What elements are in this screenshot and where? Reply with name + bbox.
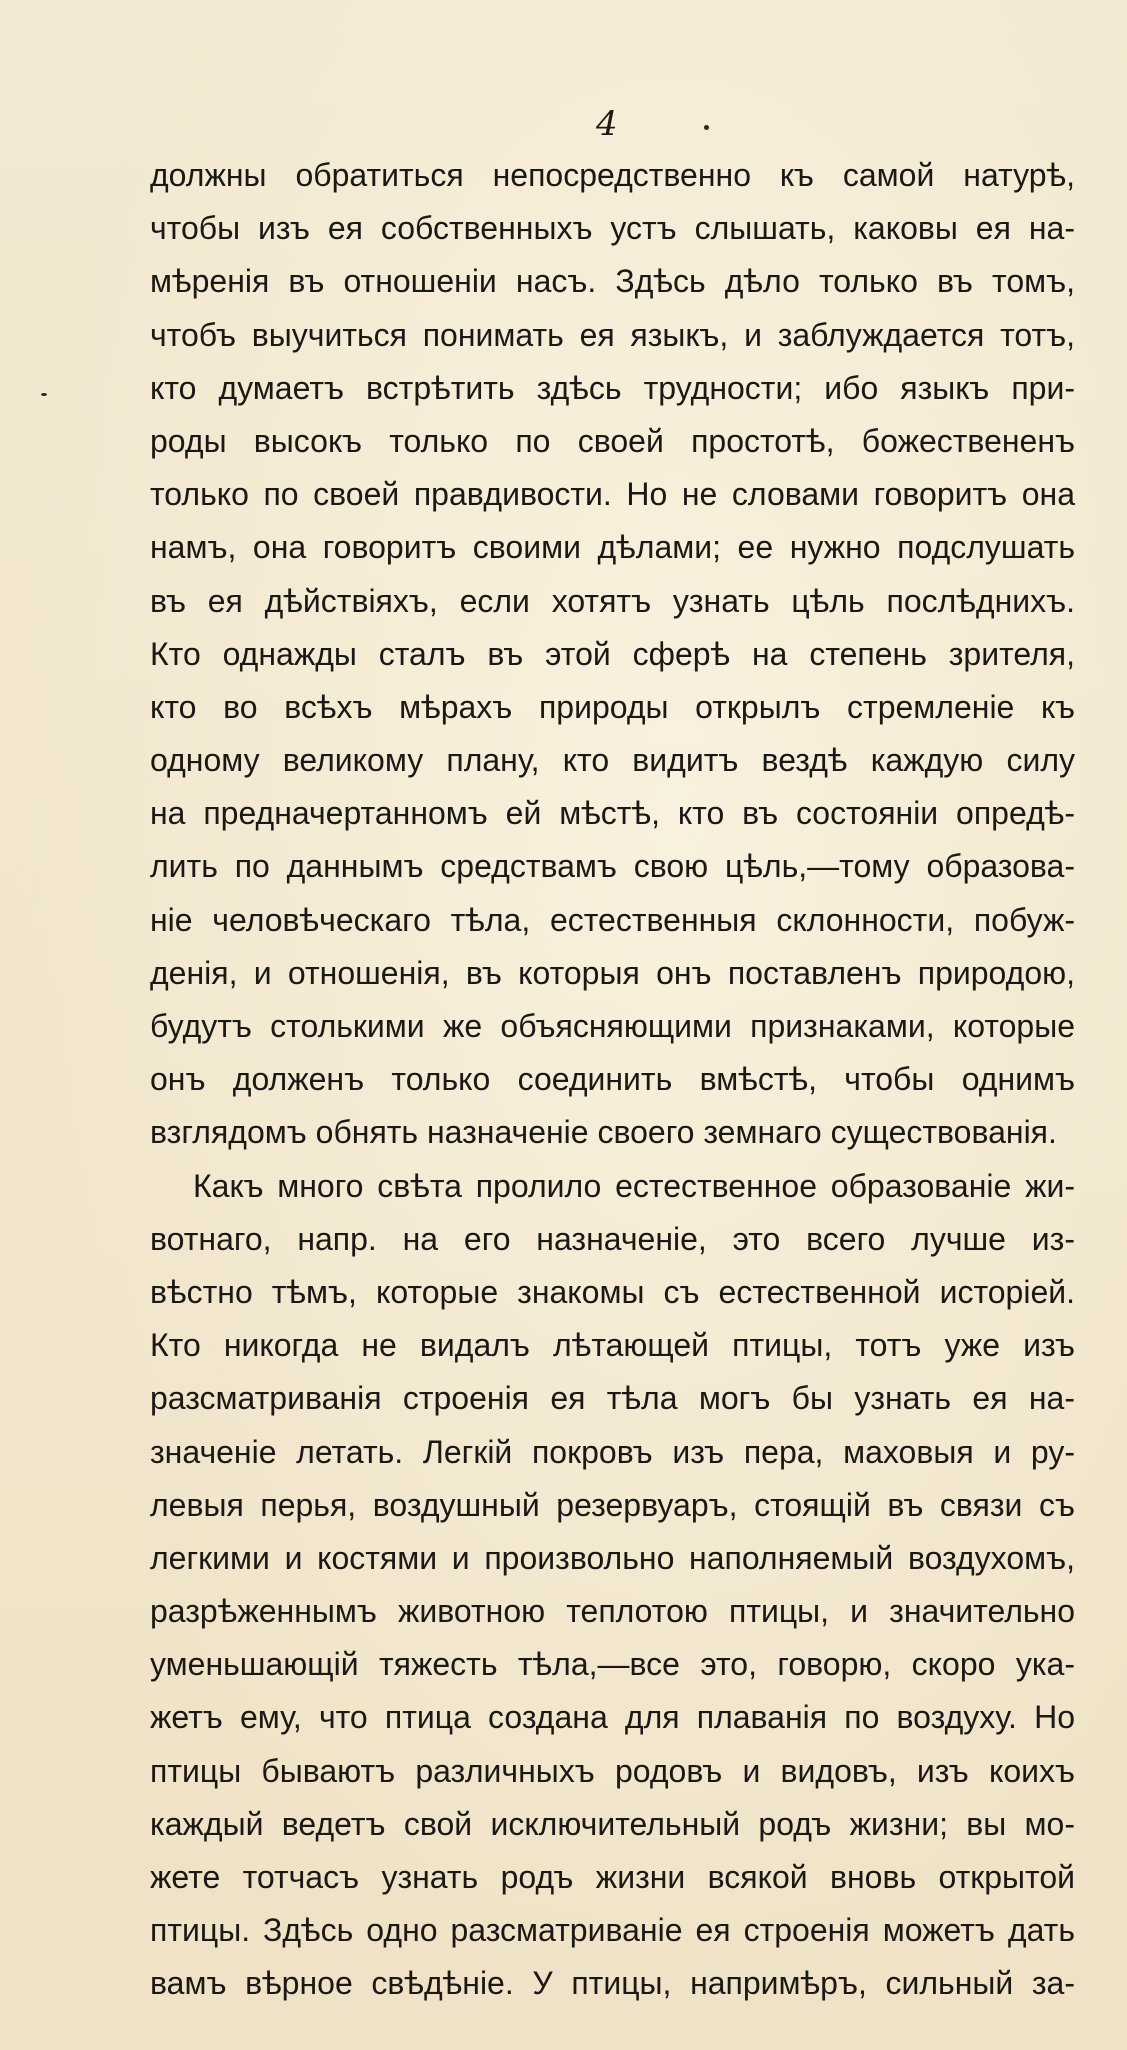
text-line: каждый ведетъ свой исключительный родъ жизни; вы мо- (150, 1805, 1075, 1842)
text-line: чтобъ выучиться понимать ея языкъ, и заблуждается тотъ, (150, 316, 1075, 353)
text-line: птицы бываютъ различныхъ родовъ и видовъ, изъ коихъ (150, 1752, 1075, 1789)
text-line: кто во всѣхъ мѣрахъ природы открылъ стремленіе къ (150, 688, 1075, 725)
text-line: Кто никогда не видалъ лѣтающей птицы, тотъ уже изъ (150, 1327, 1075, 1364)
text-line: легкими и костями и произвольно наполняемый воздухомъ, (150, 1539, 1075, 1576)
text-line: Кто однажды сталъ въ этой сферѣ на степень зрителя, (150, 635, 1075, 672)
text-line: чтобы изъ ея собственныхъ устъ слышать, каковы ея на- (150, 210, 1075, 247)
text-line: будутъ столькими же объясняющими признаками, которые (150, 1008, 1075, 1044)
text-line: жете тотчасъ узнать родъ жизни всякой вновь открытой (150, 1859, 1075, 1895)
text-line: вамъ вѣрное свѣдѣніе. У птицы, напримѣръ, сильный за- (150, 1965, 1075, 2002)
text-line: птицы. Здѣсь одно разсматриваніе ея строенія можетъ дать (150, 1912, 1075, 1949)
text-line: мѣренія въ отношеніи насъ. Здѣсь дѣло только въ томъ, (150, 263, 1075, 300)
text-line: жетъ ему, что птица создана для плаванія по воздуху. Но (150, 1699, 1075, 1736)
text-line: намъ, она говоритъ своими дѣлами; ее нужно подслушать (150, 529, 1075, 566)
text-line: денія, и отношенія, въ которыя онъ поставленъ природою, (150, 954, 1075, 991)
body-text (150, 149, 1075, 2011)
text-line: разсматриванія строенія ея тѣла могъ бы узнать ея на- (150, 1380, 1075, 1417)
ink-speck (41, 393, 47, 396)
ink-speck (704, 125, 709, 130)
text-line: вѣстно тѣмъ, которые знакомы съ естественной исторіей. (150, 1273, 1075, 1310)
text-line: онъ долженъ только соединить вмѣстѣ, чтобы однимъ (150, 1061, 1075, 1098)
text-line: одному великому плану, кто видитъ вездѣ каждую силу (150, 742, 1075, 779)
text-line: на предначертанномъ ей мѣстѣ, кто въ состояніи опредѣ- (150, 795, 1075, 832)
text-line: только по своей правдивости. Но не словами говоритъ она (150, 476, 1075, 513)
text-line: взглядомъ обнять назначеніе своего земнаго существованія. (150, 1114, 1057, 1151)
text-line: роды высокъ только по своей простотѣ, божествененъ (150, 422, 1075, 459)
text-line: Какъ много свѣта пролило естественное образованіе жи- (193, 1167, 1075, 1204)
page-number: 4 (596, 104, 618, 144)
text-line: значеніе летать. Легкій покровъ изъ пера, маховыя и ру- (150, 1433, 1075, 1470)
text-line: кто думаетъ встрѣтить здѣсь трудности; ибо языкъ при- (150, 369, 1075, 406)
text-line: разрѣженнымъ животною теплотою птицы, и значительно (150, 1593, 1075, 1630)
text-line: уменьшающій тяжесть тѣла,—все это, говорю, скоро ука- (150, 1646, 1075, 1683)
text-line: лить по даннымъ средствамъ свою цѣль,—тому образова- (150, 848, 1075, 885)
text-line: левыя перья, воздушный резервуаръ, стоящій въ связи съ (150, 1486, 1075, 1523)
text-line: должны обратиться непосредственно къ самой натурѣ, (150, 157, 1075, 193)
text-line: вотнаго, напр. на его назначеніе, это всего лучше из- (150, 1220, 1075, 1257)
text-line: въ ея дѣйствіяхъ, если хотятъ узнать цѣль послѣднихъ. (150, 582, 1075, 619)
text-line: ніе человѣческаго тѣла, естественныя склонности, побуж- (150, 901, 1075, 938)
